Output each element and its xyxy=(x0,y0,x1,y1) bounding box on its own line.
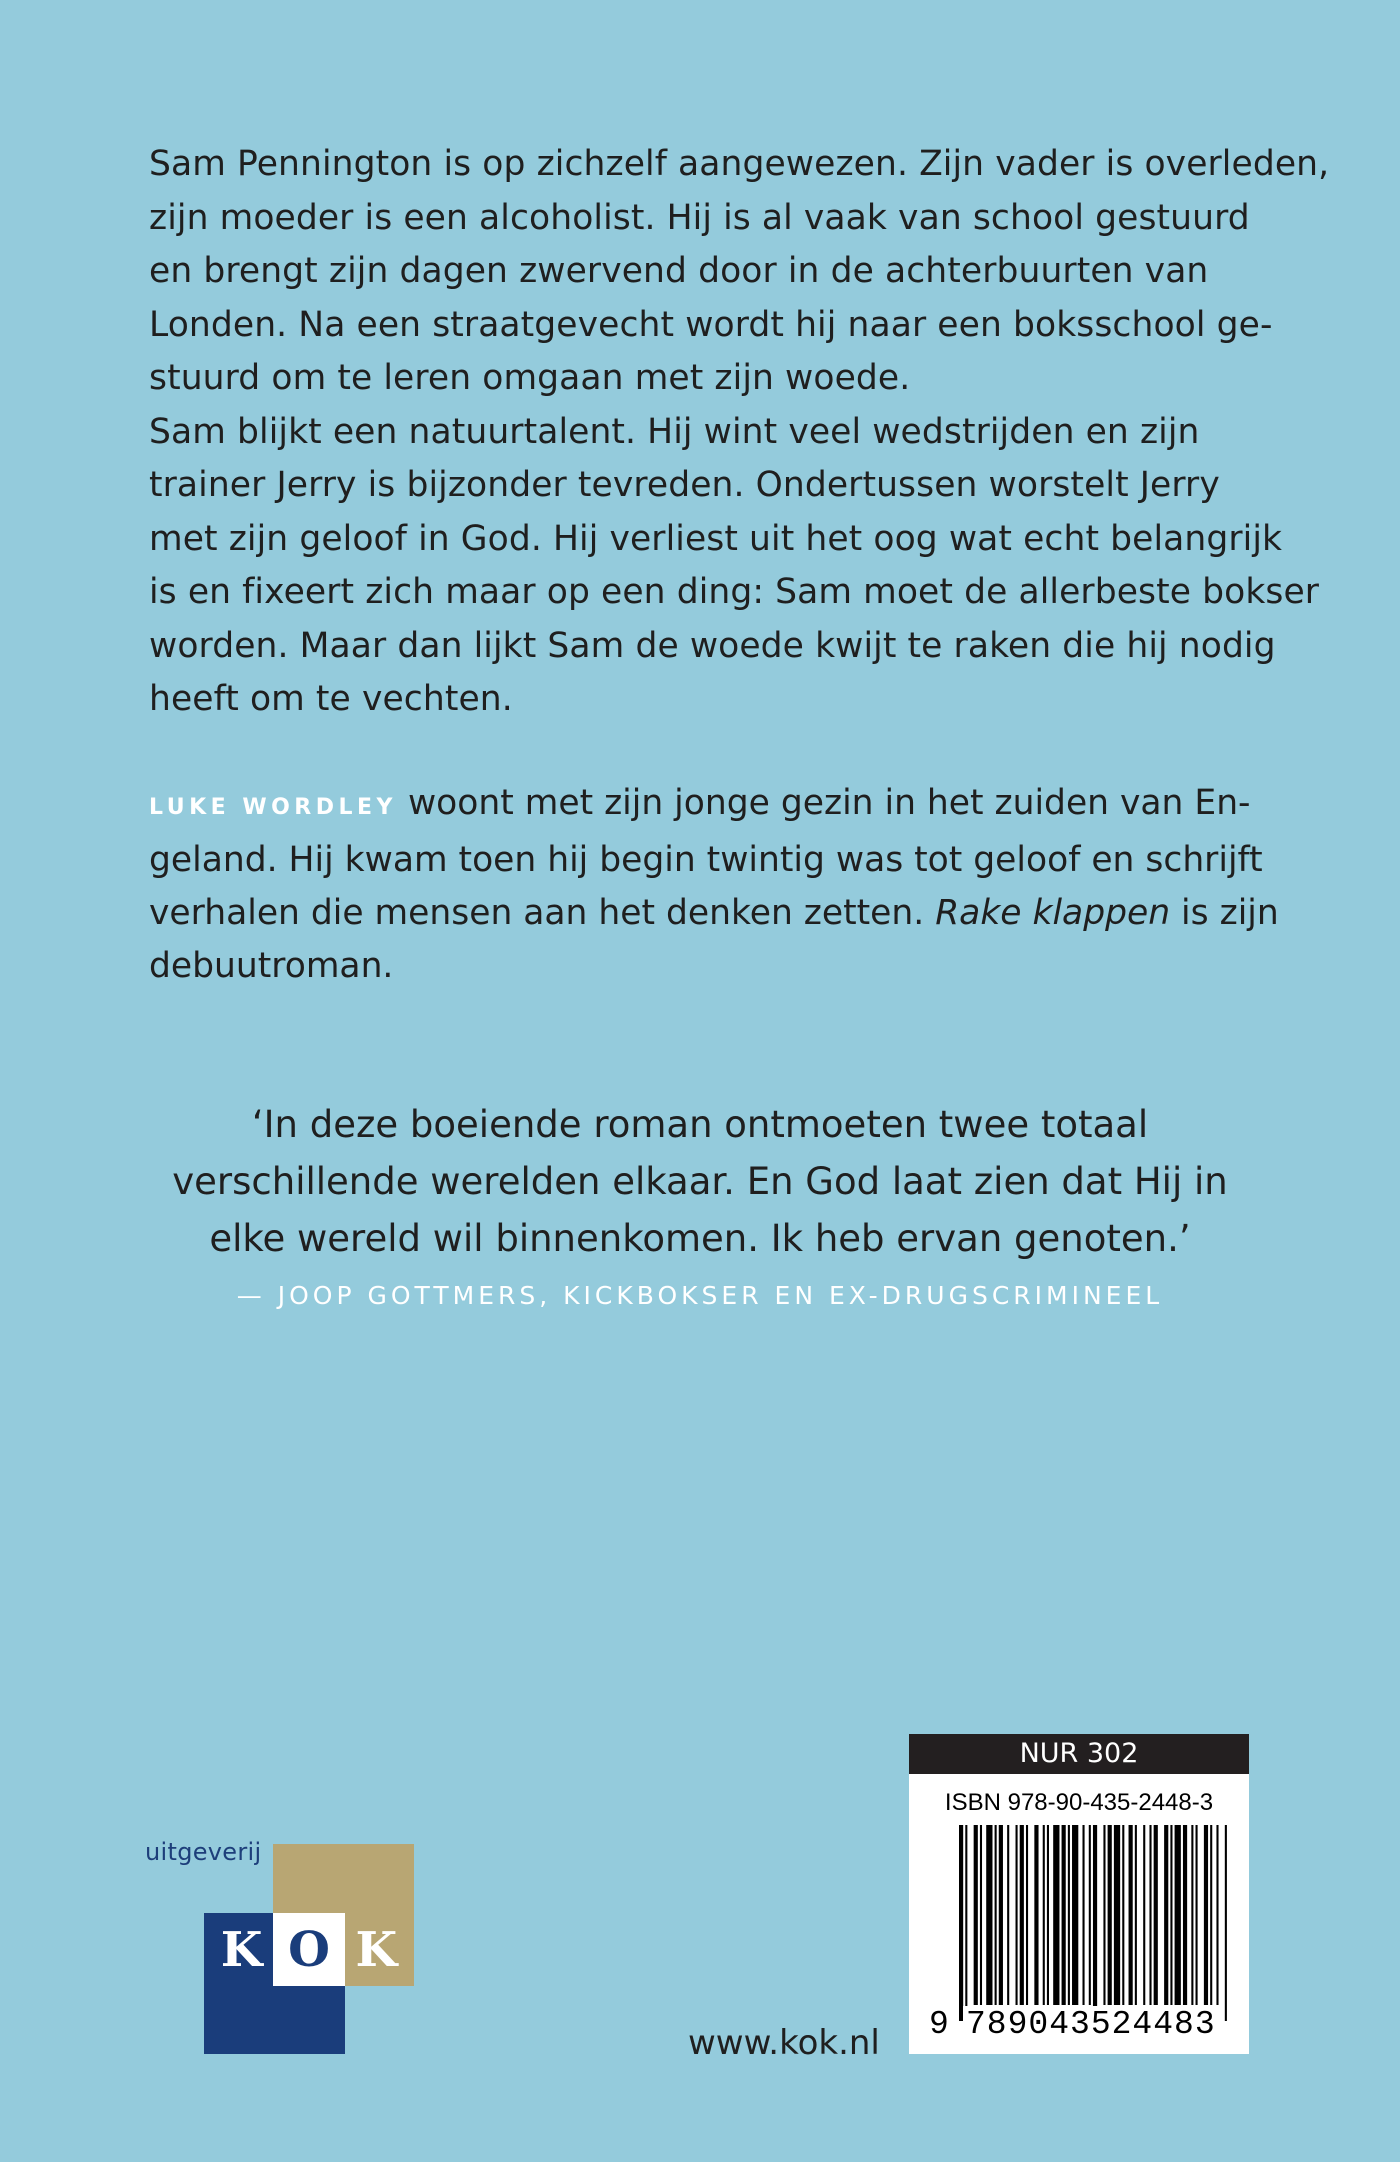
blurb-line: trainer Jerry is bijzonder tevreden. Ondertussen worstelt Jerry xyxy=(149,465,1220,505)
author-bio xyxy=(149,777,1279,993)
bio-text: is zijn xyxy=(1170,893,1279,933)
barcode-bar xyxy=(1062,1825,1066,2005)
blurb-line: is en fixeert zich maar op een ding: Sam moet de allerbeste bokser xyxy=(149,572,1320,612)
barcode-first-digit: 9 xyxy=(929,2006,950,2043)
barcode-bar xyxy=(1191,1825,1193,2005)
endorsement-quote xyxy=(100,1096,1300,1267)
bio-line: debuutroman. xyxy=(149,946,394,986)
barcode-digit-group: 789043524483 xyxy=(963,2006,1219,2043)
barcode-bar xyxy=(1034,1825,1038,2005)
barcode-bar xyxy=(1175,1825,1181,2005)
barcode-bar xyxy=(965,1825,967,2021)
barcode-bar xyxy=(1068,1825,1070,2005)
barcode-bar xyxy=(1108,1825,1112,2005)
bio-line xyxy=(149,777,1269,834)
barcode-bar xyxy=(1082,1825,1084,2005)
blurb-text xyxy=(149,138,1330,727)
barcode-bar xyxy=(1007,1825,1009,2005)
barcode-bar xyxy=(1089,1825,1091,2005)
logo-letters xyxy=(204,1913,414,1986)
barcode-bar xyxy=(1216,1825,1218,2005)
bio-text: woont met zijn jonge gezin in het zuiden van En- xyxy=(396,783,1251,823)
barcode-bar xyxy=(986,1825,992,2005)
barcode-bar xyxy=(1204,1825,1208,2005)
barcode-bar xyxy=(995,1825,997,2005)
bio-line: geland. Hij kwam toen hij begin twintig was tot geloof en schrijft xyxy=(149,840,1263,880)
barcode-bars xyxy=(959,1825,1229,2021)
blurb-line: stuurd om te leren omgaan met zijn woede. xyxy=(149,358,911,398)
barcode-bar xyxy=(1210,1825,1212,2005)
barcode-bar xyxy=(1016,1825,1018,2005)
barcode-bar xyxy=(1043,1825,1045,2005)
blurb-line: met zijn geloof in God. Hij verliest uit het oog wat echt belangrijk xyxy=(149,518,1283,559)
blurb-line: heeft om te vechten. xyxy=(149,679,513,719)
barcode-bar xyxy=(1135,1825,1137,2005)
barcode-bar xyxy=(1020,1825,1024,2005)
barcode-bar xyxy=(1183,1825,1187,2005)
nur-code: NUR 302 xyxy=(909,1734,1249,1774)
book-title: Rake klappen xyxy=(935,893,1171,933)
bio-line xyxy=(149,887,1279,940)
author-name: LUKE WORDLEY xyxy=(149,795,397,820)
blurb-line: worden. Maar dan lijkt Sam de woede kwijt te raken die hij nodig xyxy=(149,625,1276,666)
bio-text: verhalen die mensen aan het denken zetten. xyxy=(149,893,936,933)
barcode-bar xyxy=(1093,1825,1097,2021)
isbn-number: ISBN 978-90-435-2448-3 xyxy=(944,1789,1214,1816)
barcode-bar xyxy=(1143,1825,1145,2005)
barcode-bar xyxy=(1225,1825,1227,2021)
barcode-bar xyxy=(1164,1825,1168,2005)
barcode-bar xyxy=(974,1825,978,2005)
barcode-bar xyxy=(1129,1825,1133,2005)
blurb-line: Londen. Na een straatgevecht wordt hij naar een boksschool ge- xyxy=(149,304,1273,345)
barcode-bar xyxy=(1103,1825,1105,2005)
blurb-line: en brengt zijn dagen zwervend door in de achterbuurten van xyxy=(149,251,1209,291)
blurb-line: Sam blijkt een natuurtalent. Hij wint veel wedstrijden en zijn xyxy=(149,411,1200,452)
publisher-website: www.kok.nl xyxy=(688,2023,880,2063)
quote-line: elke wereld wil binnenkomen. Ik heb ervan genoten.’ xyxy=(209,1217,1191,1260)
barcode-bar xyxy=(1170,1825,1172,2005)
quote-line: ‘In deze boeiende roman ontmoeten twee totaal xyxy=(251,1103,1149,1146)
quote-line: verschillende werelden elkaar. En God laat zien dat Hij in xyxy=(172,1160,1228,1203)
barcode-bar xyxy=(1072,1825,1078,2005)
quote-attribution: — JOOP GOTTMERS, KICKBOKSER EN EX-DRUGSCRIMINEEL xyxy=(236,1281,1164,1310)
blurb-line: Sam Pennington is op zichzelf aangewezen. Zijn vader is overleden, xyxy=(149,144,1330,184)
barcode-bar xyxy=(1053,1825,1059,2005)
barcode-bar xyxy=(1154,1825,1158,2005)
barcode-bar xyxy=(1026,1825,1028,2005)
barcode-panel xyxy=(909,1734,1249,2054)
barcode-bar xyxy=(1122,1825,1124,2005)
barcode-bar xyxy=(999,1825,1003,2005)
publisher-label: uitgeverij xyxy=(145,1838,262,1866)
publisher-logo xyxy=(145,1838,415,2058)
barcode-bar xyxy=(1149,1825,1151,2005)
barcode-bar xyxy=(959,1825,963,2021)
barcode-bar xyxy=(1196,1825,1198,2005)
logo-letter: K xyxy=(220,1921,263,1978)
barcode-bar xyxy=(1047,1825,1049,2005)
logo-letter: O xyxy=(288,1921,330,1978)
logo-letter: K xyxy=(355,1921,398,1978)
barcode-bar xyxy=(1114,1825,1120,2005)
blurb-line: zijn moeder is een alcoholist. Hij is al vaak van school gestuurd xyxy=(149,197,1250,238)
barcode-bar xyxy=(980,1825,982,2005)
